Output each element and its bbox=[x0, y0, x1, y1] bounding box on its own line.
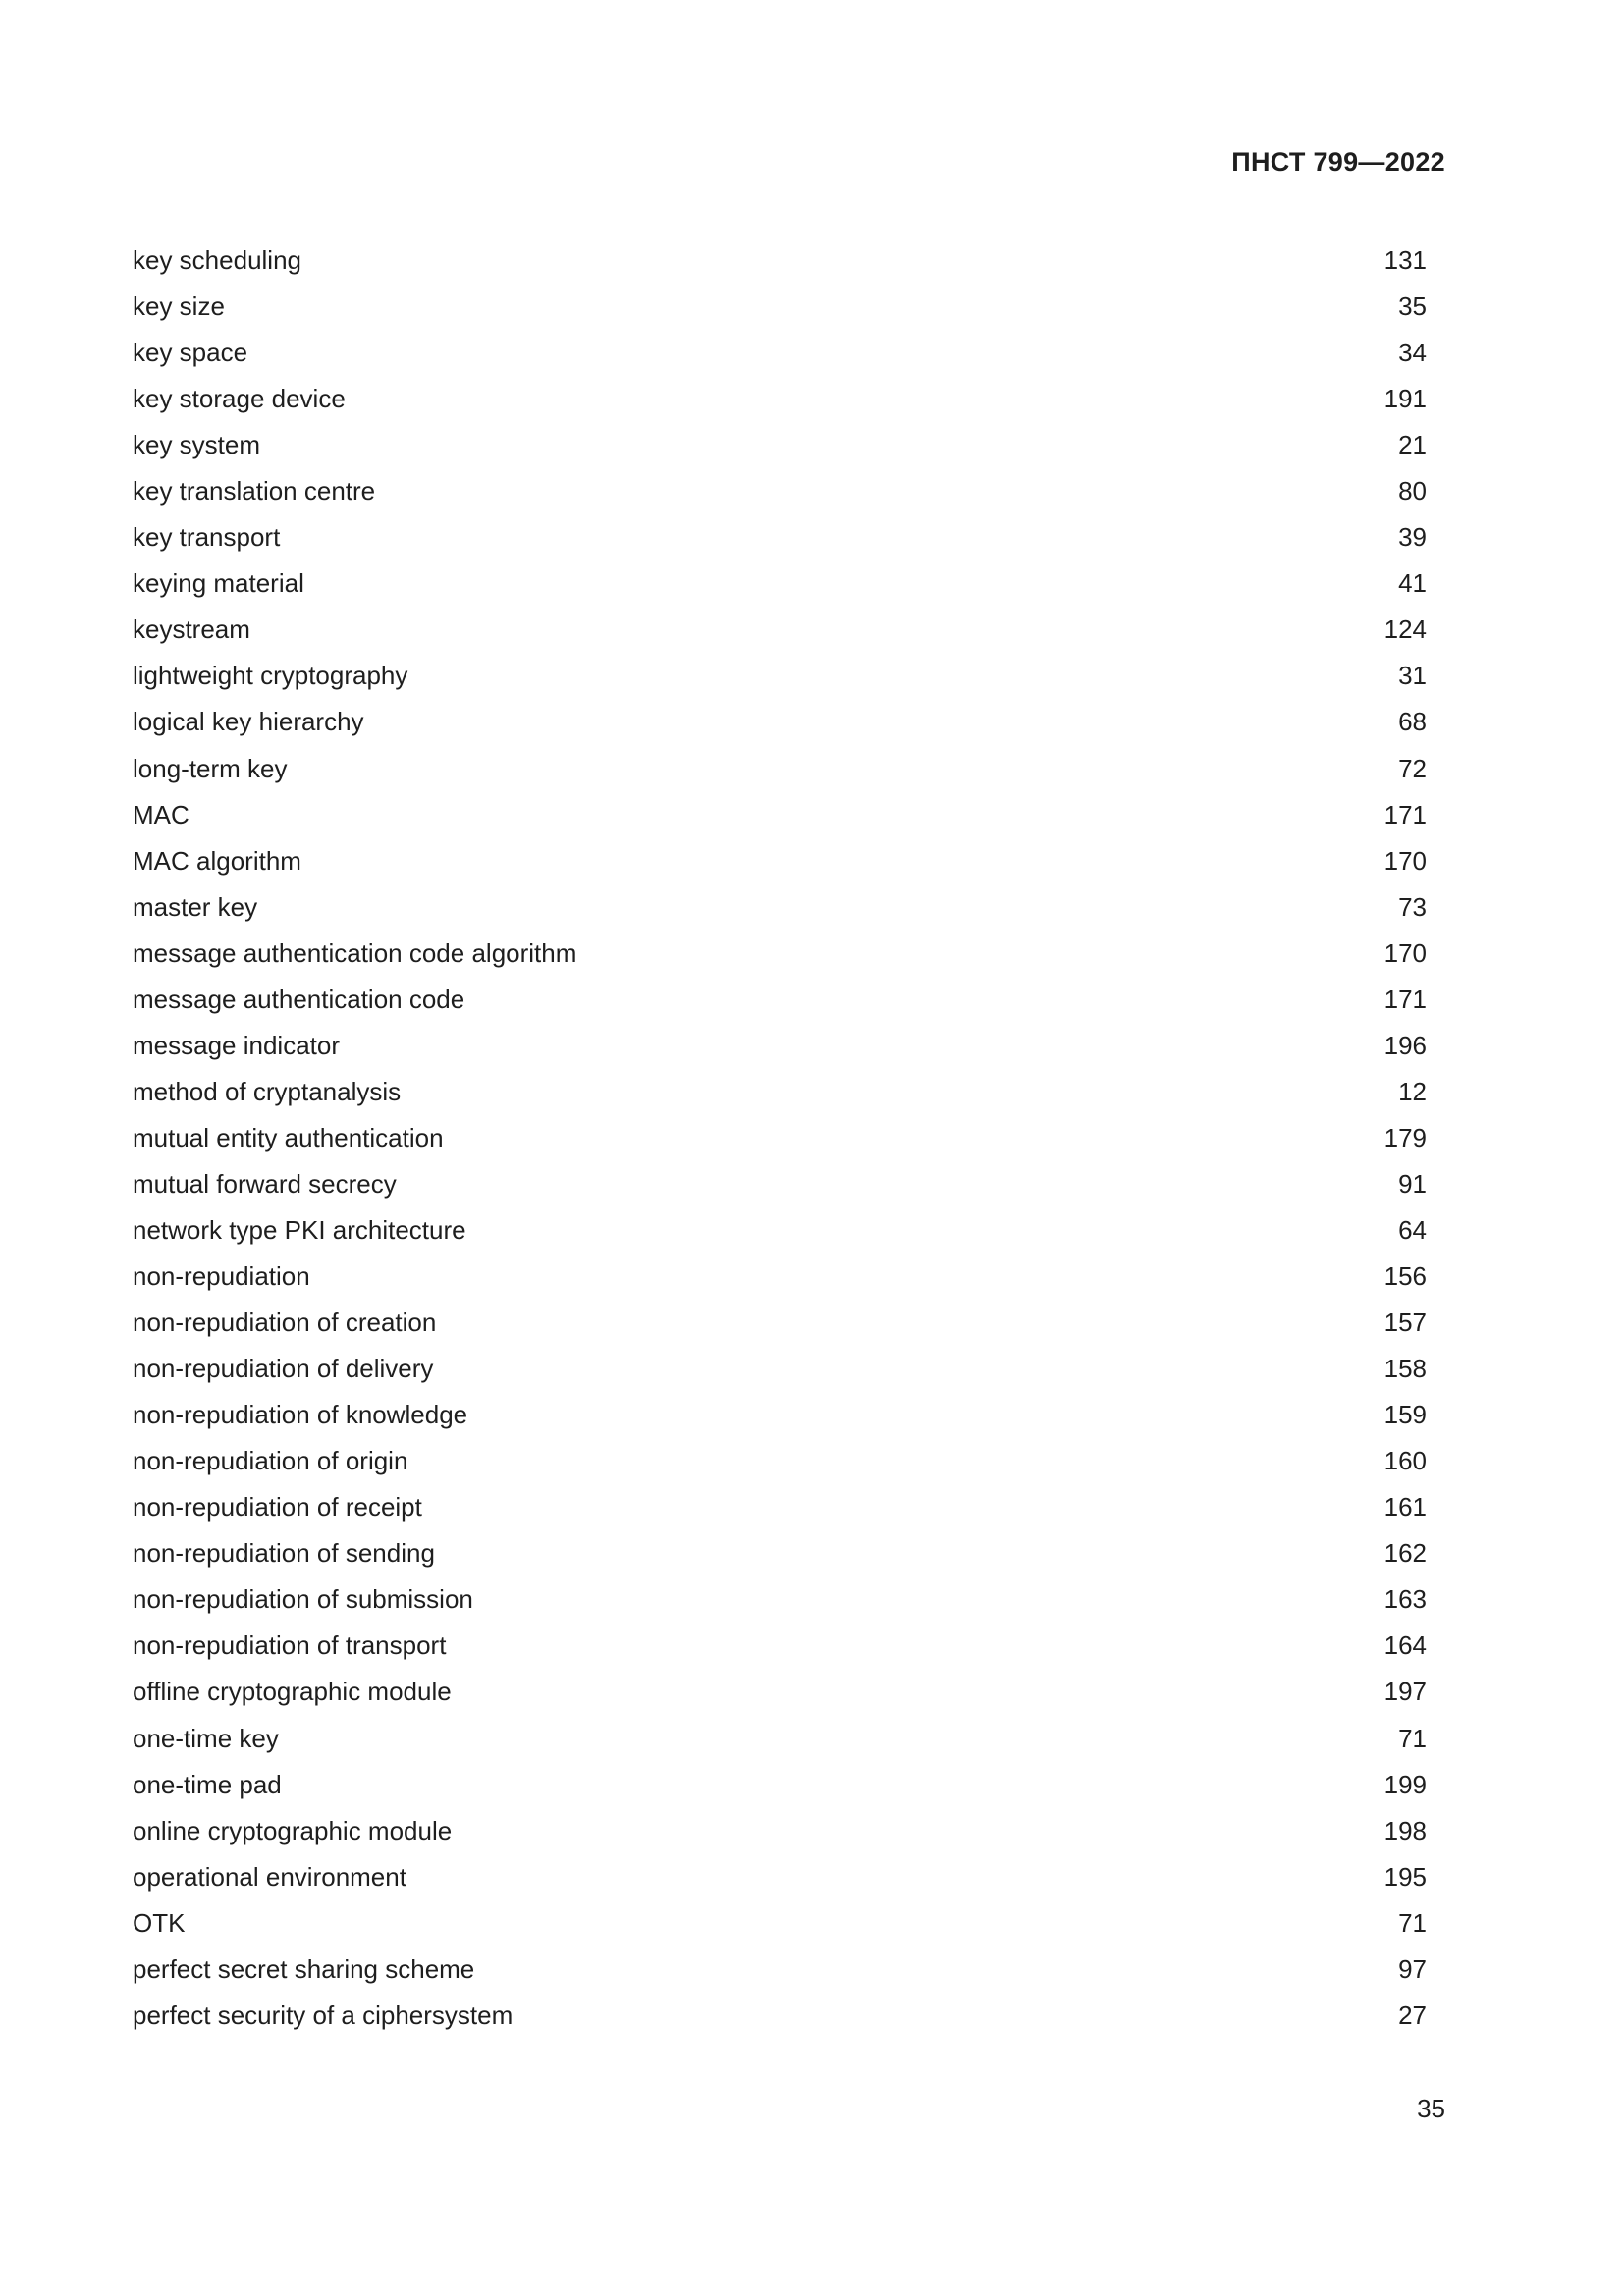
index-entry bbox=[133, 1854, 1427, 1900]
index-term: non-repudiation of knowledge bbox=[133, 1400, 468, 1430]
index-term: key translation centre bbox=[133, 476, 376, 507]
index-entry bbox=[133, 1300, 1427, 1346]
index-page-ref: 21 bbox=[1398, 430, 1427, 460]
index-entry bbox=[133, 1392, 1427, 1438]
index-entry bbox=[133, 1254, 1427, 1300]
index-page-ref: 72 bbox=[1398, 753, 1427, 783]
index-term: message authentication code bbox=[133, 984, 465, 1014]
index-term: long-term key bbox=[133, 753, 288, 783]
index-page-ref: 170 bbox=[1383, 845, 1427, 876]
index-list bbox=[133, 238, 1427, 2039]
index-page-ref: 171 bbox=[1383, 799, 1427, 829]
index-term: message authentication code algorithm bbox=[133, 937, 577, 968]
index-page-ref: 80 bbox=[1398, 476, 1427, 507]
index-term: keystream bbox=[133, 614, 250, 645]
index-page-ref: 171 bbox=[1383, 984, 1427, 1014]
index-page-ref: 31 bbox=[1398, 661, 1427, 691]
index-entry bbox=[133, 1023, 1427, 1069]
index-term: one-time key bbox=[133, 1723, 279, 1753]
index-term: non-repudiation of origin bbox=[133, 1446, 408, 1476]
index-entry bbox=[133, 746, 1427, 792]
index-page-ref: 124 bbox=[1383, 614, 1427, 645]
index-entry bbox=[133, 561, 1427, 607]
index-page-ref: 39 bbox=[1398, 522, 1427, 553]
index-entry bbox=[133, 653, 1427, 699]
index-page-ref: 157 bbox=[1383, 1308, 1427, 1338]
index-term: perfect security of a ciphersystem bbox=[133, 2000, 514, 2030]
index-page-ref: 12 bbox=[1398, 1076, 1427, 1106]
index-term: lightweight cryptography bbox=[133, 661, 408, 691]
index-term: one-time pad bbox=[133, 1769, 282, 1799]
index-entry bbox=[133, 1207, 1427, 1254]
index-page-ref: 161 bbox=[1383, 1492, 1427, 1522]
index-term: MAC bbox=[133, 799, 189, 829]
index-page-ref: 71 bbox=[1398, 1723, 1427, 1753]
index-page-ref: 35 bbox=[1398, 292, 1427, 322]
index-entry bbox=[133, 838, 1427, 884]
index-entry bbox=[133, 514, 1427, 561]
index-entry bbox=[133, 884, 1427, 931]
index-page-ref: 64 bbox=[1398, 1214, 1427, 1245]
index-term: OTK bbox=[133, 1907, 186, 1938]
index-page-ref: 34 bbox=[1398, 338, 1427, 368]
index-entry bbox=[133, 699, 1427, 745]
index-page-ref: 41 bbox=[1398, 568, 1427, 599]
index-term: mutual forward secrecy bbox=[133, 1168, 397, 1199]
index-term: logical key hierarchy bbox=[133, 707, 364, 737]
index-term: key space bbox=[133, 338, 248, 368]
index-term: master key bbox=[133, 891, 258, 922]
index-term: non-repudiation of transport bbox=[133, 1630, 447, 1661]
index-entry bbox=[133, 284, 1427, 330]
index-entry bbox=[133, 1438, 1427, 1484]
index-term: online cryptographic module bbox=[133, 1815, 453, 1845]
index-page-ref: 199 bbox=[1383, 1769, 1427, 1799]
index-page-ref: 160 bbox=[1383, 1446, 1427, 1476]
index-term: network type PKI architecture bbox=[133, 1214, 466, 1245]
index-page-ref: 179 bbox=[1383, 1122, 1427, 1152]
index-entry bbox=[133, 607, 1427, 653]
index-page-ref: 158 bbox=[1383, 1354, 1427, 1384]
index-entry bbox=[133, 1947, 1427, 1993]
index-page-ref: 97 bbox=[1398, 1953, 1427, 1984]
index-entry bbox=[133, 1669, 1427, 1715]
index-entry bbox=[133, 1484, 1427, 1530]
index-entry bbox=[133, 238, 1427, 284]
index-entry bbox=[133, 792, 1427, 838]
index-entry bbox=[133, 1115, 1427, 1161]
index-term: non-repudiation bbox=[133, 1261, 310, 1292]
index-term: non-repudiation of submission bbox=[133, 1584, 473, 1615]
index-term: key system bbox=[133, 430, 261, 460]
index-page-ref: 191 bbox=[1383, 384, 1427, 414]
index-term: message indicator bbox=[133, 1030, 340, 1060]
index-page-ref: 91 bbox=[1398, 1168, 1427, 1199]
index-page-ref: 131 bbox=[1383, 245, 1427, 275]
index-term: non-repudiation of creation bbox=[133, 1308, 437, 1338]
index-entry bbox=[133, 1900, 1427, 1947]
index-page-ref: 196 bbox=[1383, 1030, 1427, 1060]
index-term: mutual entity authentication bbox=[133, 1122, 444, 1152]
index-term: method of cryptanalysis bbox=[133, 1076, 402, 1106]
document-code-header: ПНСТ 799—2022 bbox=[1231, 147, 1445, 177]
index-entry bbox=[133, 1069, 1427, 1115]
index-page-ref: 163 bbox=[1383, 1584, 1427, 1615]
index-entry bbox=[133, 468, 1427, 514]
index-entry bbox=[133, 1808, 1427, 1854]
index-entry bbox=[133, 1346, 1427, 1392]
index-entry bbox=[133, 931, 1427, 977]
index-entry bbox=[133, 1716, 1427, 1762]
index-term: non-repudiation of sending bbox=[133, 1538, 435, 1569]
index-page-ref: 170 bbox=[1383, 937, 1427, 968]
index-term: key storage device bbox=[133, 384, 346, 414]
index-entry bbox=[133, 1993, 1427, 2039]
index-entry bbox=[133, 422, 1427, 468]
index-page-ref: 164 bbox=[1383, 1630, 1427, 1661]
index-term: perfect secret sharing scheme bbox=[133, 1953, 475, 1984]
index-term: offline cryptographic module bbox=[133, 1677, 452, 1707]
index-page-ref: 68 bbox=[1398, 707, 1427, 737]
index-term: non-repudiation of receipt bbox=[133, 1492, 422, 1522]
index-page-ref: 198 bbox=[1383, 1815, 1427, 1845]
index-entry bbox=[133, 1161, 1427, 1207]
index-term: keying material bbox=[133, 568, 304, 599]
page-number: 35 bbox=[1417, 2094, 1445, 2123]
index-entry bbox=[133, 1762, 1427, 1808]
index-entry bbox=[133, 1530, 1427, 1576]
index-entry bbox=[133, 1576, 1427, 1623]
index-page-ref: 197 bbox=[1383, 1677, 1427, 1707]
index-page-ref: 162 bbox=[1383, 1538, 1427, 1569]
index-entry bbox=[133, 330, 1427, 376]
index-page-ref: 73 bbox=[1398, 891, 1427, 922]
index-term: key size bbox=[133, 292, 225, 322]
index-term: operational environment bbox=[133, 1861, 406, 1892]
index-entry bbox=[133, 376, 1427, 422]
index-entry bbox=[133, 1623, 1427, 1669]
index-term: key scheduling bbox=[133, 245, 301, 275]
index-page-ref: 195 bbox=[1383, 1861, 1427, 1892]
index-term: MAC algorithm bbox=[133, 845, 301, 876]
index-term: non-repudiation of delivery bbox=[133, 1354, 434, 1384]
index-page-ref: 156 bbox=[1383, 1261, 1427, 1292]
index-entry bbox=[133, 977, 1427, 1023]
index-page-ref: 71 bbox=[1398, 1907, 1427, 1938]
index-page-ref: 159 bbox=[1383, 1400, 1427, 1430]
index-page-ref: 27 bbox=[1398, 2000, 1427, 2030]
index-term: key transport bbox=[133, 522, 281, 553]
